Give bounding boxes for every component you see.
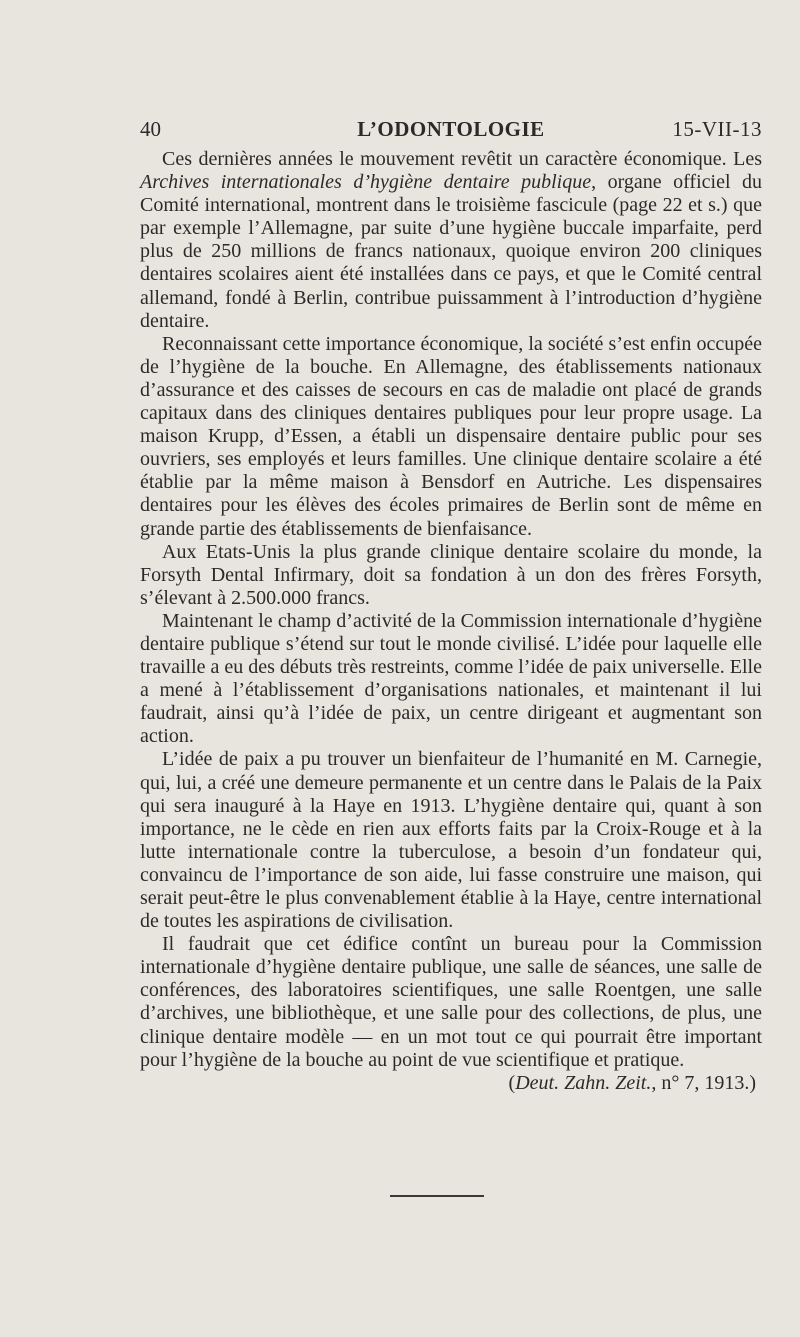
page-header [140, 114, 762, 144]
archives-title: Archives internationales d’hygiène dentaire publique [140, 171, 592, 194]
journal-title: L’ODONTOLOGIE [357, 117, 545, 141]
citation-open: ( [508, 1071, 516, 1094]
page-number: 40 [140, 117, 161, 141]
end-divider [390, 1195, 484, 1197]
issue-date: 15-VII-13 [672, 117, 762, 141]
paragraph-proposed-building: Il faudrait que cet édifice contînt un bureau pour la Commission internationale d’hygiène dentaire publique, une salle de séances, une salle de conférences, des laboratoires scientifiques, une salle Roentgen, une salle d’archives, une bibliothèque, et une salle pour des collections, de plus, une clinique dentaire modèle — en un mot tout ce qui pourrait être important pour l’hygiène de la bouche au point de vue scientifique et pratique. [140, 933, 762, 1071]
paragraph-peace-palace: L’idée de paix a pu trouver un bienfaiteur de l’humanité en M. Carnegie, qui, lui, a créé une demeure permanente et un centre dans le Palais de la Paix qui sera inauguré à la Haye en 1913. L’hygiène dentaire qui, quant à son importance, ne le cède en rien aux efforts faits par la Croix-Rouge et à la lutte internationale contre la tuberculose, a besoin d’un fondateur qui, convaincu de l’importance de son aide, lui fasse construire une maison, qui serait peut-être le plus convenablement établie à la Haye, centre international de toutes les aspirations de civilisation. [140, 748, 762, 933]
paragraph-text-start: Ces dernières années le mouvement revêtit un caractère économique. Les [162, 148, 762, 170]
paragraph-international-commission: Maintenant le champ d’activité de la Commission internationale d’hygiène dentaire publique s’étend sur tout le monde civilisé. L’idée pour laquelle elle travaille a eu des débuts très restreints, comme l’idée de paix universelle. Elle a mené à l’établissement d’organisations nationales, et maintenant il lui faudrait, ainsi qu’à l’idée de paix, un centre dirigeant et augmentant son action. [140, 609, 762, 748]
citation-details: , n° 7, 1913.) [651, 1071, 756, 1094]
article-body [140, 148, 762, 1095]
paragraph-text-end: , organe officiel du Comité international, montrent dans le troisième fascicule (page 22 et s.) que par exemple l’Allemagne, par suite d’une hygiène buccale imparfaite, perd plus de 250 millions de francs nationaux, quoique environ 200 cliniques dentaires scolaires aient été installées dans ce pays, et que le Comité central allemand, fondé à Berlin, contribue puissamment à l’introduction d’hygiène dentaire. [140, 171, 763, 332]
paragraph-economic-importance: Reconnaissant cette importance économique, la société s’est enfin occupée de l’hygiène de la bouche. En Allemagne, des établissements nationaux d’assurance et des caisses de secours en cas de maladie ont placé de grands capitaux dans des cliniques dentaires publiques pour leur propre usage. La maison Krupp, d’Essen, a établi un dispensaire dentaire public pour ses ouvriers, ses employés et leurs familles. Une clinique dentaire scolaire a été établie par la même maison à Bensdorf en Autriche. Les dispensaires dentaires pour les élèves des écoles primaires de Berlin sont de même en grande partie des établissements de bienfaisance. [140, 332, 762, 540]
source-citation [140, 1072, 762, 1095]
paragraph-economic-movement [140, 148, 762, 333]
paragraph-united-states: Aux Etats-Unis la plus grande clinique dentaire scolaire du monde, la Forsyth Dental Infirmary, doit sa fondation à un don des frères Forsyth, s’élevant à 2.500.000 francs. [140, 540, 762, 609]
citation-source: Deut. Zahn. Zeit. [515, 1071, 652, 1094]
